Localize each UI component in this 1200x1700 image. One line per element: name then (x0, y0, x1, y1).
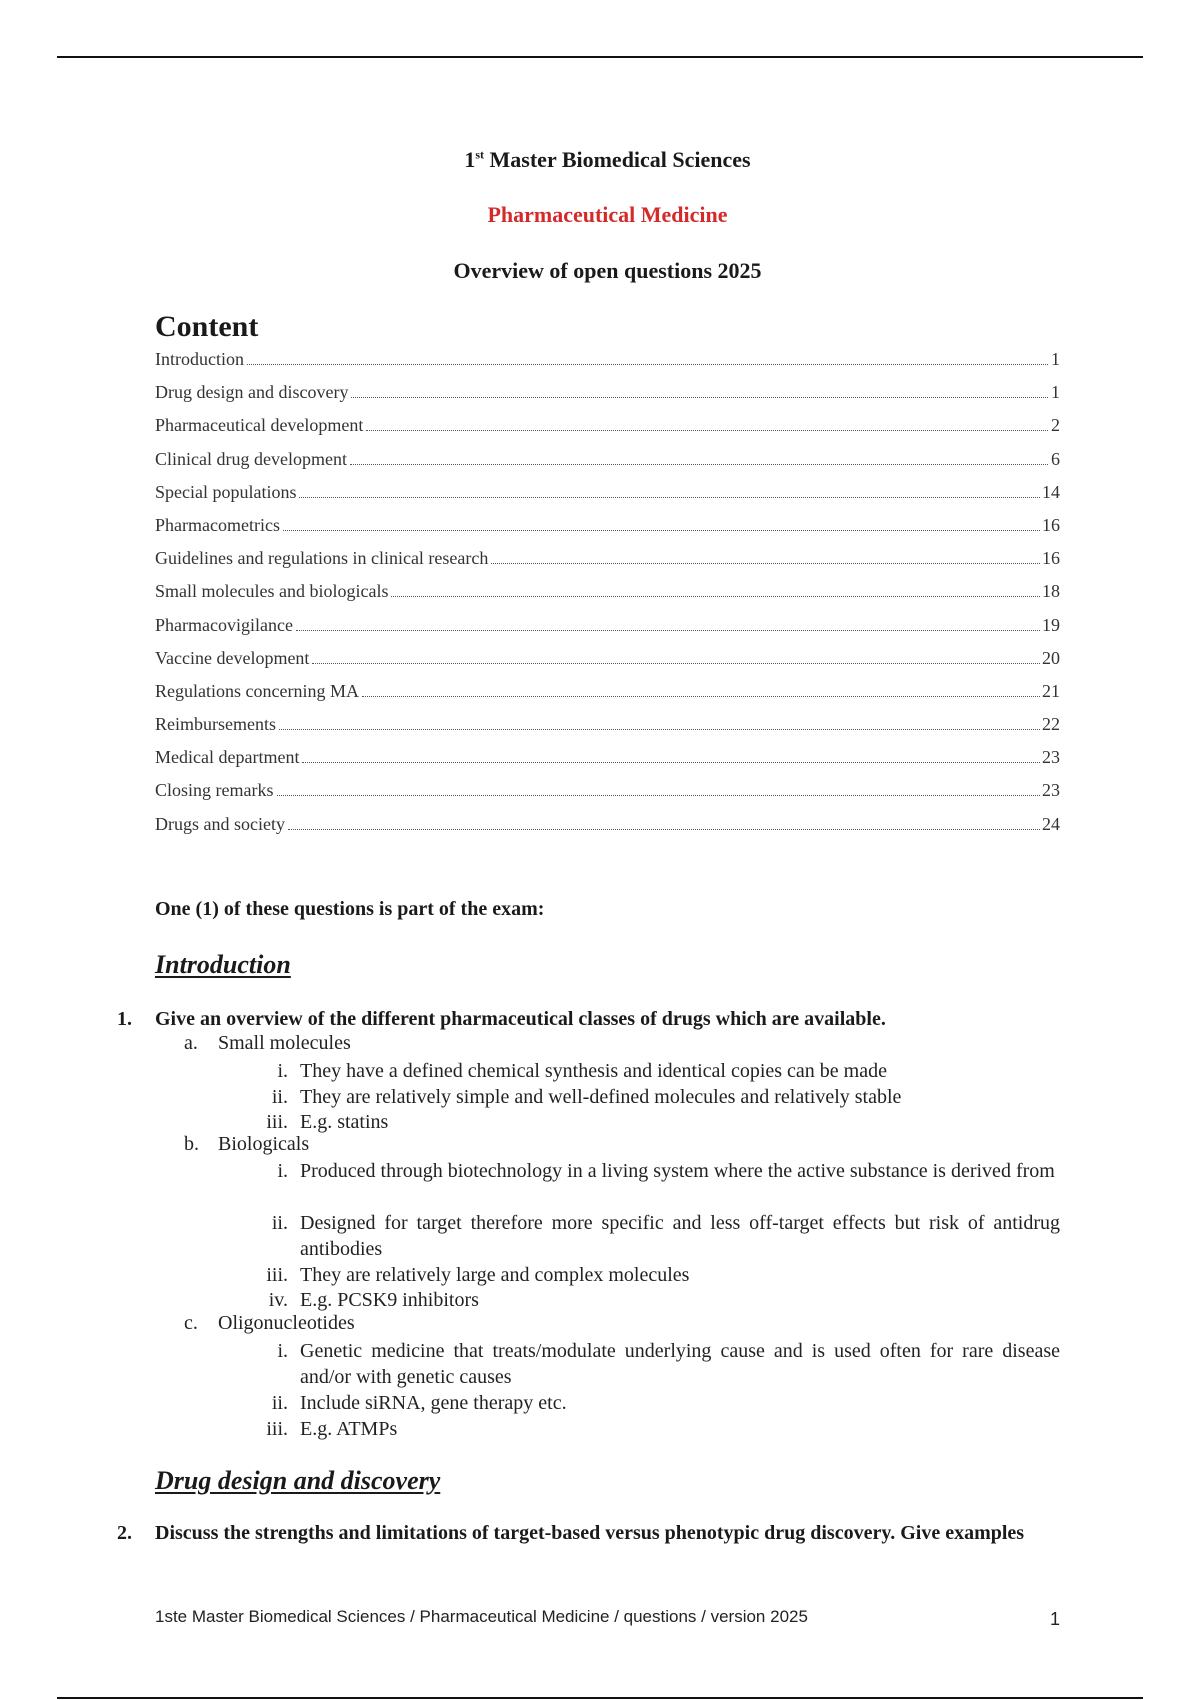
list-item: iii. E.g. statins (266, 1111, 389, 1133)
page-number: 1 (1049, 1609, 1060, 1629)
toc-entry[interactable]: Small molecules and biologicals 18 (155, 581, 1060, 602)
top-rule (57, 56, 1143, 58)
toc-entry[interactable]: Special populations 14 (155, 481, 1060, 502)
list-item: i. Produced through biotechnology in a living system where the active substance is derived from (277, 1160, 1055, 1182)
toc-entry[interactable]: Vaccine development 20 (155, 647, 1060, 668)
toc-heading: Content (155, 310, 259, 343)
toc-entry[interactable]: Pharmacometrics 16 (155, 514, 1060, 535)
document-title: Overview of open questions 2025 (453, 258, 762, 283)
list-item: iii. They are relatively large and complex molecules (266, 1264, 690, 1286)
list-item: i. They have a defined chemical synthesis and identical copies can be made (277, 1060, 887, 1082)
sub-item-b: b. Biologicals (184, 1133, 310, 1155)
question-number: 1. (117, 1008, 132, 1030)
section-heading-drug-design: Drug design and discovery (155, 1466, 441, 1495)
list-item: ii. Include siRNA, gene therapy etc. (271, 1392, 567, 1414)
exam-note: One (1) of these questions is part of the exam: (155, 898, 545, 920)
table-of-contents (155, 349, 1060, 847)
list-item: iii. E.g. ATMPs (266, 1418, 398, 1440)
toc-entry[interactable]: Pharmaceutical development 2 (155, 415, 1060, 436)
page-footer (155, 1607, 1060, 1627)
toc-entry[interactable]: Pharmacovigilance 19 (155, 614, 1060, 635)
list-item: ii. They are relatively simple and well-defined molecules and relatively stable (271, 1086, 902, 1108)
toc-entry[interactable]: Closing remarks 23 (155, 780, 1060, 801)
list-item: ii. Designed for target therefore more specific and less off-target effects but risk of antidrug antibodies (271, 1212, 1060, 1260)
toc-entry[interactable]: Clinical drug development 6 (155, 448, 1060, 469)
question-text: Discuss the strengths and limitations of target-based versus phenotypic drug discovery. Give examples (155, 1522, 1025, 1544)
question-number: 2. (117, 1522, 132, 1544)
subject-title: Pharmaceutical Medicine (487, 202, 728, 227)
toc-entry[interactable]: Medical department 23 (155, 747, 1060, 768)
footer-text: 1ste Master Biomedical Sciences / Pharmaceutical Medicine / questions / version 2025 (155, 1607, 808, 1626)
question-1 (117, 1008, 1060, 1031)
list-item: iv. E.g. PCSK9 inhibitors (268, 1289, 479, 1311)
sub-item-a: a. Small molecules (184, 1032, 351, 1054)
toc-entry[interactable]: Reimbursements 22 (155, 714, 1060, 735)
course-title: 1st Master Biomedical Sciences (464, 147, 751, 172)
question-text: Give an overview of the different pharmaceutical classes of drugs which are available. (155, 1008, 886, 1030)
toc-entry[interactable]: Introduction 1 (155, 349, 1060, 369)
sub-item-c: c. Oligonucleotides (184, 1312, 355, 1334)
toc-entry[interactable]: Guidelines and regulations in clinical research 16 (155, 548, 1060, 569)
question-2 (117, 1522, 1060, 1545)
toc-entry[interactable]: Regulations concerning MA 21 (155, 680, 1060, 701)
toc-entry[interactable]: Drug design and discovery 1 (155, 382, 1060, 403)
bottom-rule (57, 1697, 1143, 1699)
toc-entry[interactable]: Drugs and society 24 (155, 813, 1060, 834)
section-heading-introduction: Introduction (155, 950, 291, 979)
list-item: i. Genetic medicine that treats/modulate underlying cause and is used often for rare disease and/or with genetic causes (277, 1340, 1060, 1388)
